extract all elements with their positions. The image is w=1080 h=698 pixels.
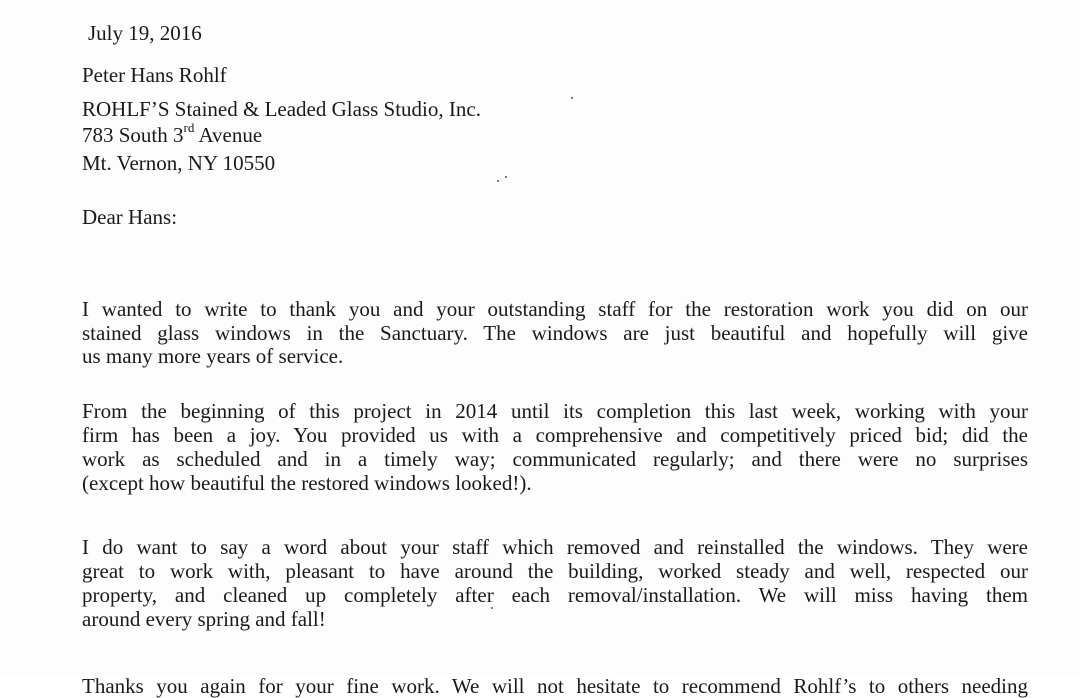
street-ordinal-suffix: rd: [183, 120, 195, 135]
paragraph-closing-partial: Thanks you again for your fine work. We will not hesitate to recommend Rohlf’s to others needing: [82, 674, 1028, 698]
recipient-street: [82, 120, 263, 147]
paragraph-line: firm has been a joy. You provided us with a comprehensive and competitively priced bid; did the: [82, 423, 1028, 447]
scan-speck: [497, 180, 499, 182]
paragraph-line: (except how beautiful the restored windows looked!).: [82, 471, 532, 495]
recipient-city: Mt. Vernon, NY 10550: [82, 151, 276, 175]
paragraph-line: I wanted to write to thank you and your outstanding staff for the restoration work you did on our: [82, 297, 1028, 321]
paragraph-line: us many more years of service.: [82, 344, 344, 368]
paragraph-line: From the beginning of this project in 2014 until its completion this last week, working with your: [82, 399, 1028, 423]
letter-date: July 19, 2016: [88, 21, 202, 45]
scan-speck: [571, 97, 573, 99]
paragraph-line: I do want to say a word about your staff which removed and reinstalled the windows. They were: [82, 535, 1028, 559]
salutation: Dear Hans:: [82, 205, 178, 229]
paragraph-line: property, and cleaned up completely after each removal/installation. We will miss having them: [82, 583, 1028, 607]
paragraph-line: around every spring and fall!: [82, 607, 326, 631]
street-number: 783 South 3: [82, 123, 184, 147]
recipient-company: ROHLF’S Stained & Leaded Glass Studio, Inc.: [82, 97, 481, 121]
recipient-name: Peter Hans Rohlf: [82, 63, 227, 87]
paragraph-line: stained glass windows in the Sanctuary. The windows are just beautiful and hopefully will give: [82, 321, 1028, 345]
paragraph-line: work as scheduled and in a timely way; communicated regularly; and there were no surprises: [82, 447, 1028, 471]
paragraph-line: great to work with, pleasant to have around the building, worked steady and well, respected our: [82, 559, 1028, 583]
scan-speck: [505, 176, 507, 178]
scan-speck: [491, 607, 493, 609]
street-name: Avenue: [194, 123, 263, 147]
